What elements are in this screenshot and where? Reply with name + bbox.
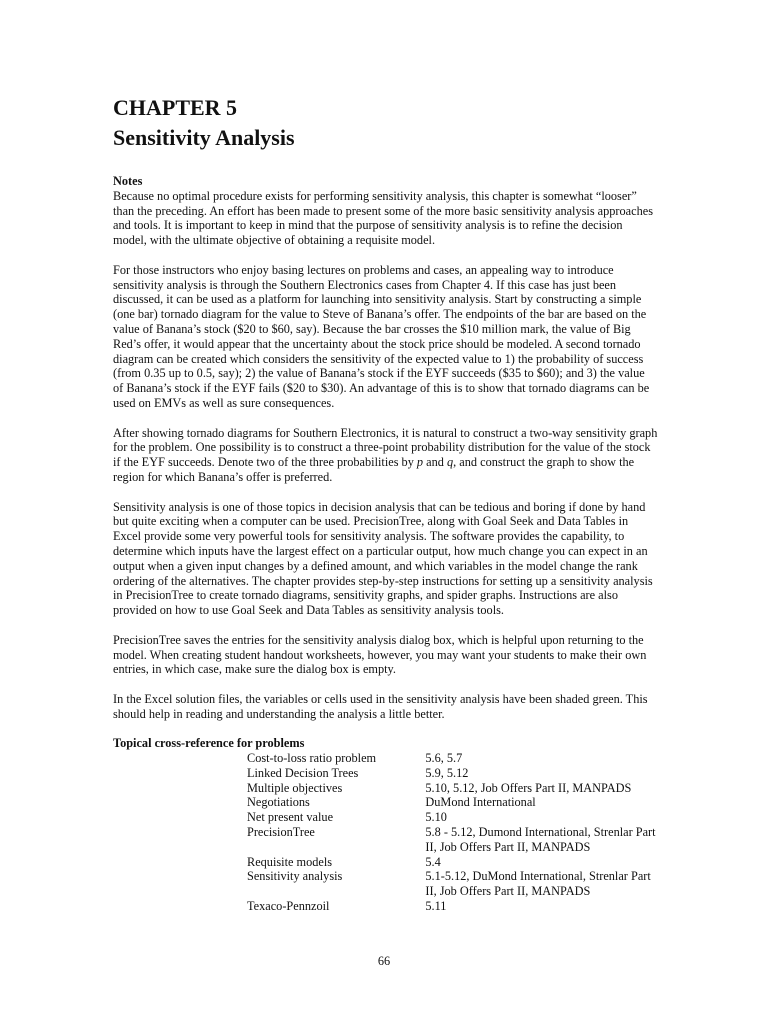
refs-cell: 5.10, 5.12, Job Offers Part II, MANPADS	[425, 780, 632, 795]
topic-cell: Cost-to-loss ratio problem	[247, 751, 377, 766]
refs-cell: 5.8 - 5.12, Dumond International, Strenlar Part II, Job Offers Part II, MANPADS	[425, 825, 656, 854]
table-row	[247, 751, 658, 766]
refs-cell: 5.10	[425, 810, 447, 825]
notes-paragraph-4: Sensitivity analysis is one of those topics in decision analysis that can be tedious and boring if done by hand but quite exciting when a computer can be used. PrecisionTree, along with Goal Seek and Data Tables in Excel provide some very powerful tools for sensitivity analysis. The software provides the capability, to determine which inputs have the largest effect on a particular output, how much change you can expect in an output when a given input changes by a defined amount, and which variables in the model change the rank ordering of the alternatives. The chapter provides step-by-step instructions for setting up a sensitivity analysis in PrecisionTree to create tornado diagrams, sensitivity graphs, and spider graphs. Instructions are also provided on how to use Goal Seek and Data Tables as sensitivity analysis tools.	[113, 499, 653, 618]
notes-section	[113, 174, 658, 914]
topic-cell: PrecisionTree	[247, 825, 315, 840]
refs-cell: 5.4	[425, 854, 441, 869]
table-row	[247, 899, 658, 914]
refs-cell: 5.1-5.12, DuMond International, Strenlar Part II, Job Offers Part II, MANPADS	[425, 869, 651, 899]
notes-paragraph-3-middle: and	[423, 455, 447, 470]
notes-paragraph-1: Because no optimal procedure exists for performing sensitivity analysis, this chapter is somewhat “looser” than the preceding. An effort has been made to present some of the more basic sensitivity analysis approaches and tools. It is important to keep in mind that the purpose of sensitivity analysis is to refine the decision model, with the ultimate objective of obtaining a requisite model.	[113, 188, 653, 248]
table-row	[247, 810, 658, 825]
table-row	[247, 766, 658, 781]
table-row	[247, 869, 658, 899]
table-row	[247, 795, 658, 810]
refs-cell: DuMond International	[425, 795, 536, 810]
refs-cell: 5.9, 5.12	[425, 765, 469, 780]
variable-q: q	[446, 455, 454, 470]
topic-cell: Net present value	[247, 810, 334, 825]
chapter-heading	[113, 93, 673, 153]
refs-cell: 5.11	[425, 899, 447, 914]
notes-label: Notes	[113, 174, 143, 188]
notes-paragraph-6: In the Excel solution files, the variables or cells used in the sensitivity analysis have been shaded green. This should help in reading and understanding the analysis a little better.	[113, 691, 648, 721]
cross-reference-heading: Topical cross-reference for problems	[113, 736, 305, 751]
notes-paragraph-5: PrecisionTree saves the entries for the sensitivity analysis dialog box, which is helpful upon returning to the model. When creating student handout worksheets, however, you may want your students to make their own entries, in which case, make sure the dialog box is empty.	[113, 632, 647, 677]
notes-paragraph-3	[113, 426, 658, 485]
table-row	[247, 855, 658, 870]
topic-cell: Negotiations	[247, 795, 310, 810]
refs-cell: 5.6, 5.7	[425, 751, 463, 766]
topic-cell: Sensitivity analysis	[247, 869, 343, 884]
table-row	[247, 825, 658, 855]
notes-paragraph-3-after: , and construct the graph to show the region for which Banana’s offer is preferred.	[113, 455, 635, 484]
page-number: 66	[377, 954, 391, 968]
topic-cell: Texaco-Pennzoil	[247, 899, 330, 914]
chapter-title: Sensitivity Analysis	[113, 125, 295, 150]
notes-paragraph-2: For those instructors who enjoy basing lectures on problems and cases, an appealing way to introduce sensitivity analysis is through the Southern Electronics cases from Chapter 4. If this case has just been discussed, it can be used as a platform for launching into sensitivity analysis. Start by constructing a simple (one bar) tornado diagram for the value to Steve of Banana’s offer. The endpoints of the bar are based on the value of Banana’s stock ($20 to $60, say). Because the bar crosses the $10 million mark, the value of Big Red’s offer, it would appear that the uncertainty about the stock price should be modeled. A second tornado diagram can be created which considers the sensitivity of the expected value to 1) the probability of success (from 0.35 up to 0.5, say); 2) the value of Banana’s stock if the EYF succeeds ($35 to $60); and 3) the value of Banana’s stock if the EYF fails ($20 to $30). An advantage of this is to show that tornado diagrams can be used on EMVs as well as sure consequences.	[113, 262, 650, 410]
topic-cell: Requisite models	[247, 854, 333, 869]
chapter-number: CHAPTER 5	[113, 95, 238, 120]
topic-cell: Multiple objectives	[247, 780, 343, 795]
notes-paragraph-3-before: After showing tornado diagrams for Southern Electronics, it is natural to construct a two-way sensitivity graph for the problem. One possibility is to construct a three-point probability distribution for the value of the stock if the EYF succeeds. Denote two of the three probabilities by	[113, 425, 658, 470]
cross-reference-table	[247, 751, 658, 914]
table-row	[247, 781, 658, 796]
topic-cell: Linked Decision Trees	[247, 765, 359, 780]
variable-p: p	[416, 455, 424, 470]
